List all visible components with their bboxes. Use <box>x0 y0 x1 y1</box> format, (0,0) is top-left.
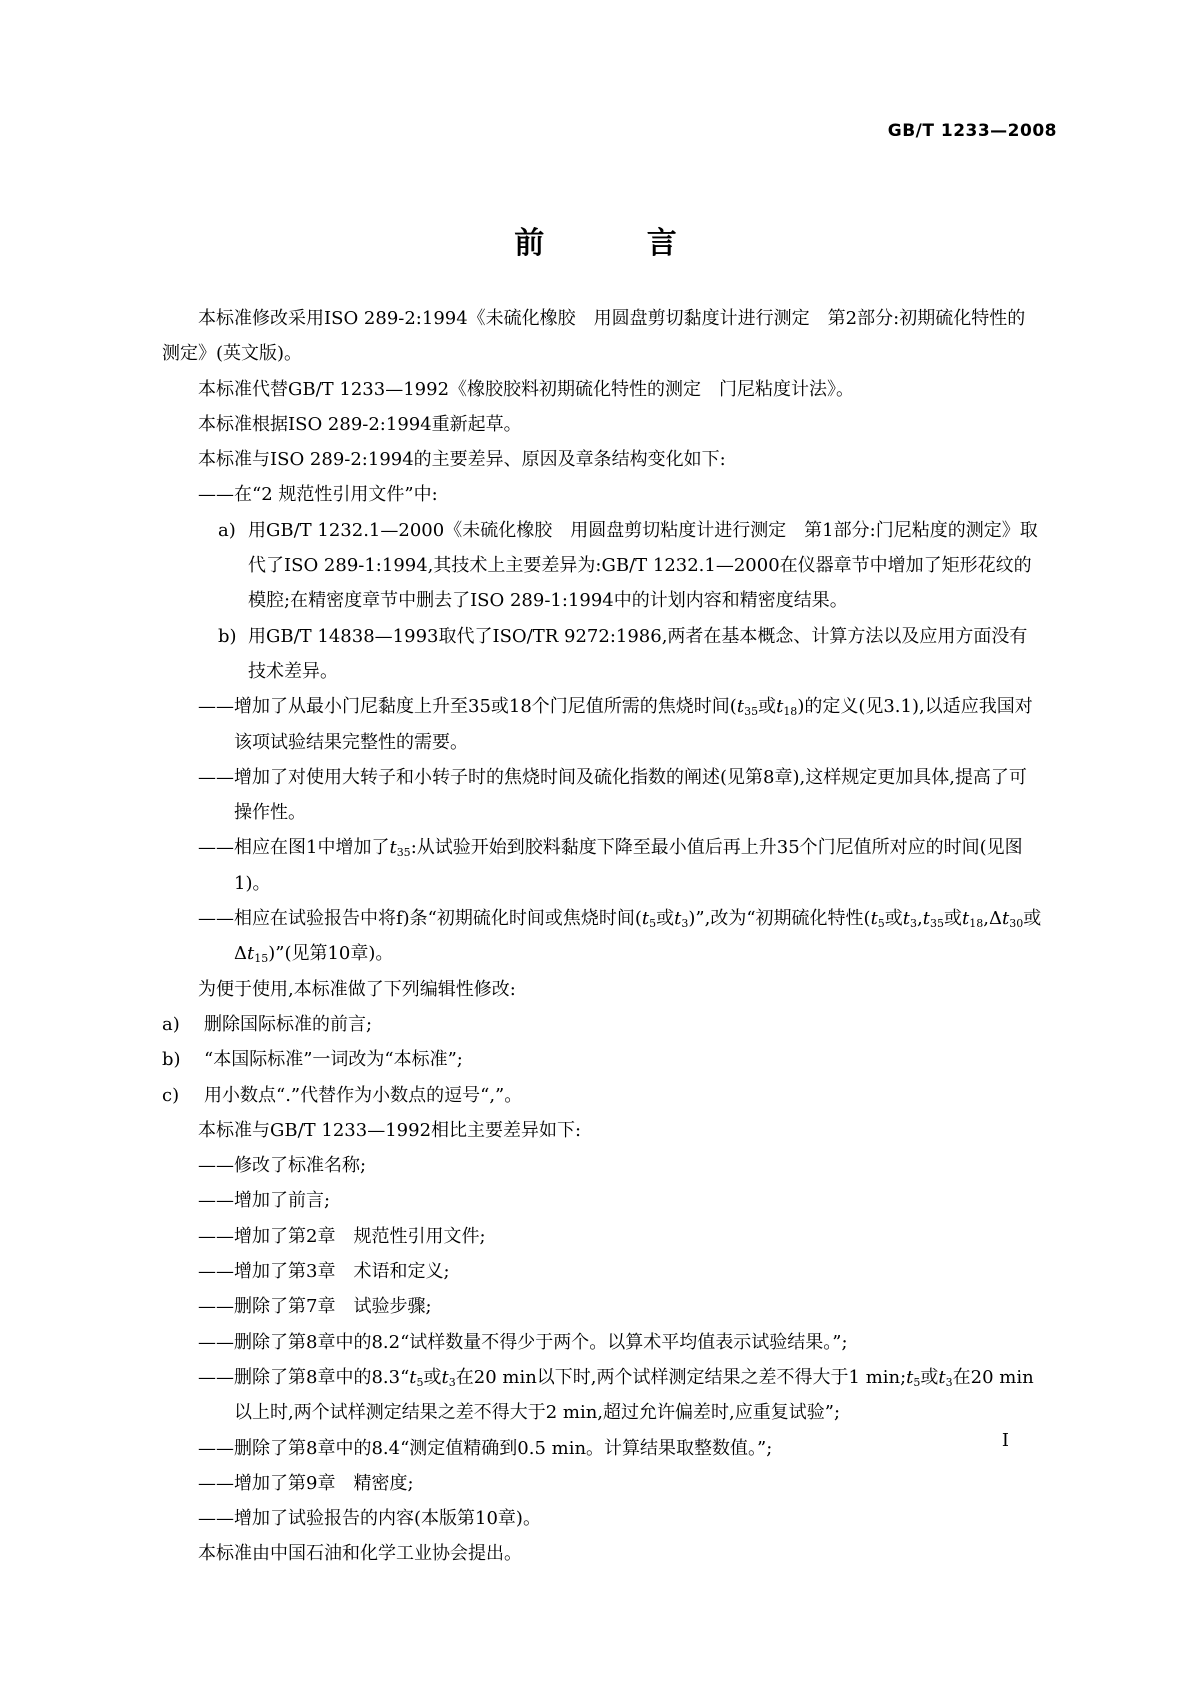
text-run: 增加了从最小门尼黏度上升至35或18个门尼值所需的焦烧时间( <box>234 696 737 718</box>
list-item <box>162 477 1042 512</box>
list-item <box>162 830 1042 901</box>
text-run: 或 <box>758 696 777 718</box>
dash-mark: —— <box>198 908 234 930</box>
dash-mark: —— <box>198 1508 234 1530</box>
dash-mark: —— <box>198 1366 234 1388</box>
symbol-t: t <box>1001 908 1010 930</box>
symbol-t: t <box>922 908 930 930</box>
dash-mark: —— <box>198 1331 234 1353</box>
symbol-t: t <box>736 696 745 718</box>
subscript: 18 <box>969 917 984 931</box>
list-item-text: 增加了前言; <box>234 1190 331 1212</box>
symbol-t: t <box>441 1366 449 1388</box>
list-item <box>162 1148 1042 1183</box>
symbol-t: t <box>902 908 911 930</box>
list-item-text: 增加了对使用大转子和小转子时的焦烧时间及硫化指数的阐述(见第8章),这样规定更加具体,提高了可操作性。 <box>234 766 1027 824</box>
text-run: )”,改为“初期硫化特性( <box>688 908 871 930</box>
editorial-item <box>162 1042 1042 1077</box>
paragraph-replaces: 本标准代替GB/T 1233—1992《橡胶胶料初期硫化特性的测定 门尼粘度计法》。 <box>198 378 855 400</box>
subscript: 35 <box>744 705 759 719</box>
paragraph-proposer: 本标准由中国石油和化学工业协会提出。 <box>198 1543 522 1565</box>
subscript: 5 <box>649 917 657 931</box>
list-item-text: 删除了第7章 试验步骤; <box>234 1296 432 1318</box>
symbol-t: t <box>409 1366 417 1388</box>
text-run: 或 <box>944 908 962 930</box>
subscript: 3 <box>448 1375 456 1389</box>
item-label: c) <box>162 1084 180 1106</box>
list-item <box>162 1289 1042 1324</box>
text-run: 在20 min以下时,两个试样测定结果之差不得大于1 min; <box>455 1366 907 1388</box>
symbol-t: t <box>938 1366 946 1388</box>
dash-mark: —— <box>198 1225 234 1247</box>
item-label: b) <box>162 1049 181 1071</box>
symbol-t: t <box>906 1366 914 1388</box>
item-text: 用小数点“.”代替作为小数点的逗号“,”。 <box>204 1084 523 1106</box>
list-item-text: 在“2 规范性引用文件”中: <box>234 484 438 506</box>
subscript: 3 <box>681 917 689 931</box>
symbol-t: t <box>870 908 878 930</box>
symbol-t: t <box>389 837 397 859</box>
list-item <box>162 1254 1042 1289</box>
page-title: 前 言 <box>514 226 723 261</box>
text-run: ,Δ <box>983 908 1002 930</box>
symbol-t: t <box>962 908 970 930</box>
list-item <box>162 1325 1042 1360</box>
list-item <box>162 689 1042 760</box>
list-item <box>162 901 1042 972</box>
symbol-t: t <box>674 908 682 930</box>
text-run: :从试验开始到胶料黏度下降至最小值后再上升35个门尼值所对应的时间(见图1)。 <box>234 837 1023 894</box>
subscript: 35 <box>930 917 944 931</box>
paragraph-adoption: 本标准修改采用ISO 289-2:1994《未硫化橡胶 用圆盘剪切黏度计进行测定 第2部分:初期硫化特性的测定》(英文版)。 <box>162 308 1026 365</box>
dash-mark: —— <box>198 1296 234 1318</box>
item-label: a) <box>218 519 236 541</box>
text-run: 或Δ <box>234 908 1042 965</box>
text-run: , <box>917 908 923 930</box>
list-item <box>162 760 1042 831</box>
symbol-t: t <box>641 908 650 930</box>
dash-mark: —— <box>198 1472 234 1494</box>
list-item <box>162 1183 1042 1218</box>
dash-mark: —— <box>198 1437 234 1459</box>
editorial-item <box>162 1007 1042 1042</box>
item-label: a) <box>162 1013 180 1035</box>
text-run: 相应在试验报告中将f)条“初期硫化时间或焦烧时间( <box>234 908 642 930</box>
subscript: 3 <box>945 1375 953 1389</box>
text-run: 或 <box>423 1366 442 1388</box>
item-text: 用GB/T 1232.1—2000《未硫化橡胶 用圆盘剪切粘度计进行测定 第1部分:门尼粘度的测定》取代了ISO 289-1:1994,其技术上主要差异为:GB/T 1232.1—2000在仪器章节中增加了矩形花纹的模腔;在精密度章节中删去了ISO 289-1:1994中的计划内容和精密度结果。 <box>248 519 1038 612</box>
list-item <box>162 1431 1042 1466</box>
preface-body <box>162 301 1042 1572</box>
subscript: 5 <box>416 1375 424 1389</box>
sub-item-a <box>162 513 1042 619</box>
dash-mark: —— <box>198 1155 234 1177</box>
paragraph-differences-intro: 本标准与ISO 289-2:1994的主要差异、原因及章条结构变化如下: <box>198 449 726 471</box>
page-number: I <box>1001 1430 1009 1451</box>
subscript: 30 <box>1009 917 1024 931</box>
paragraph-changes-intro: 本标准与GB/T 1233—1992相比主要差异如下: <box>198 1119 582 1141</box>
list-item <box>162 1501 1042 1536</box>
list-item <box>162 1219 1042 1254</box>
list-item-text: 修改了标准名称; <box>234 1155 367 1177</box>
text-run: 或 <box>884 908 903 930</box>
dash-mark: —— <box>198 766 234 788</box>
list-item-text: 删除了第8章中的8.2“试样数量不得少于两个。以算术平均值表示试验结果。”; <box>234 1331 848 1353</box>
subscript: 5 <box>877 917 885 931</box>
list-item <box>162 1360 1042 1431</box>
editorial-item <box>162 1078 1042 1113</box>
text-run: 相应在图1中增加了 <box>234 837 390 859</box>
subscript: 18 <box>783 705 798 719</box>
list-item-text: 删除了第8章中的8.4“测定值精确到0.5 min。计算结果取整数值。”; <box>234 1437 773 1459</box>
text-run: 或 <box>656 908 675 930</box>
text-run: 在20 min以上时,两个试样测定结果之差不得大于2 min,超过允许偏差时,应重复试验”; <box>234 1366 1034 1424</box>
text-run: 或 <box>920 1366 939 1388</box>
item-text: 删除国际标准的前言; <box>204 1013 373 1035</box>
item-text: “本国际标准”一词改为“本标准”; <box>204 1049 463 1071</box>
text-run: 删除了第8章中的8.3“ <box>234 1366 410 1388</box>
text-run: )的定义(见3.1),以适应我国对该项试验结果完整性的需要。 <box>234 696 1033 753</box>
text-run: )”(见第10章)。 <box>268 943 394 965</box>
item-text: 用GB/T 14838—1993取代了ISO/TR 9272:1986,两者在基本概念、计算方法以及应用方面没有技术差异。 <box>248 625 1028 682</box>
paragraph-editorial-intro: 为便于使用,本标准做了下列编辑性修改: <box>198 978 516 1000</box>
symbol-t: t <box>776 696 784 718</box>
subscript: 3 <box>910 917 918 931</box>
subscript: 15 <box>254 952 269 966</box>
sub-item-b <box>162 619 1042 690</box>
subscript: 5 <box>913 1375 921 1389</box>
symbol-t: t <box>247 943 255 965</box>
standard-number: GB/T 1233—2008 <box>887 121 1057 141</box>
list-item <box>162 1466 1042 1501</box>
dash-mark: —— <box>198 1190 234 1212</box>
list-item-text: 增加了第3章 术语和定义; <box>234 1261 450 1283</box>
paragraph-drafted: 本标准根据ISO 289-2:1994重新起草。 <box>198 413 522 435</box>
subscript: 35 <box>396 846 411 860</box>
dash-mark: —— <box>198 696 234 718</box>
dash-mark: —— <box>198 484 234 506</box>
list-item-text: 增加了第2章 规范性引用文件; <box>234 1225 486 1247</box>
list-item-text: 增加了试验报告的内容(本版第10章)。 <box>234 1508 541 1530</box>
dash-mark: —— <box>198 837 234 859</box>
item-label: b) <box>218 625 237 647</box>
list-item-text: 增加了第9章 精密度; <box>234 1472 414 1494</box>
dash-mark: —— <box>198 1261 234 1283</box>
